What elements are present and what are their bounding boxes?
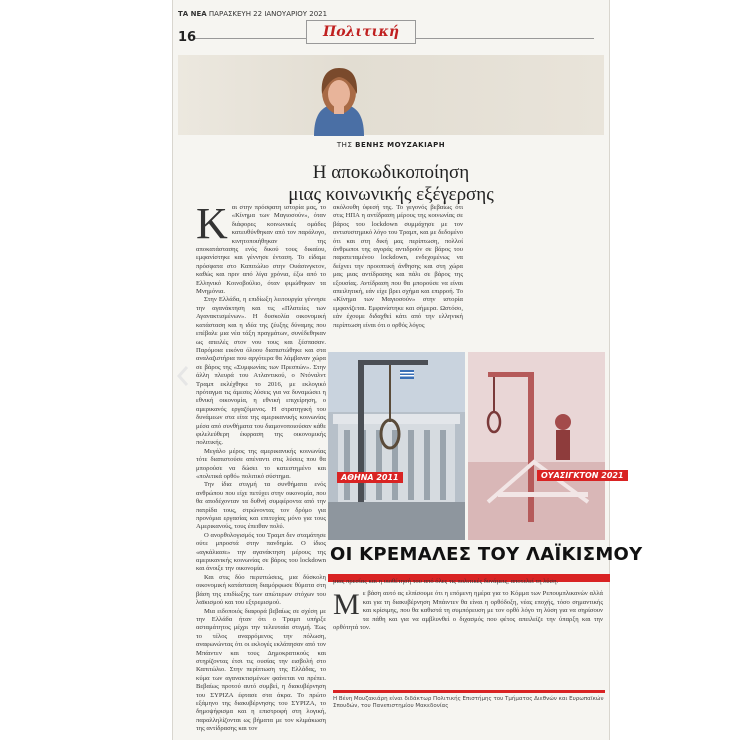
paragraph: Μια ειδοποιός διαφορά βεβαίως σε σχέση με την Ελλάδα ήταν ότι ο Τραμπ υπήρξε ασταμάτητος μέχρι την τελευταία στιγμή. Έως το τέλος αναρρόμενος την πόλωση, αναφωνώντας ότι οι εκλογές εκλάπησαν από τον Μπάιντεν και τους Δημοκρατικούς και στηρίζοντας έτσι τις ουσίας την εισβολή στο Καπιτώλιο. Στην περίπτωση της Ελλάδας, το κύμα των αγανακτισμένων φαίνεται να πρέπει. Βεβαίως προτού αυτό συμβεί, η διακυβέρνηση του ΣΥΡΙΖΑ έφτασε στα άκρα. Το πρώτο εξάμηνο της διακυβέρνησης του ΣΥΡΙΖΑ, το δημοψήφισμα και η επιστροφή στη λογική, παραλληλίζονται ως βήματα με τον κλιμάκωση της αντίδρασης και τον xyxy=(196,607,326,733)
caption-athens: ΑΘΗΝΑ 2011 xyxy=(337,472,403,483)
masthead xyxy=(178,10,598,18)
caption-washington: ΟΥΑΣΙΓΚΤΟΝ 2021 xyxy=(537,470,628,481)
author-photo-band xyxy=(178,55,604,135)
paragraph: Μεγάλο μέρος της αμερικανικής κοινωνίας τότε διαπιστούσε απέναντι στις λύσεις που θα μπορούσε να δώσει το κατεστημένο και «πολιτικά ορθό» πολιτικό σύστημα. xyxy=(196,447,326,480)
photo-athens-illustration xyxy=(328,352,465,540)
article-column-closing xyxy=(333,578,603,686)
article-column-2 xyxy=(333,204,463,350)
paragraph: ε βάση αυτό ας ελπίσουμε ότι η επόμενη ημέρα για το Κόμμα των Ρεπουμπλικανών αλλά και για τη διακυβέρνηση Μπάιντεν θα είναι η ορθόδοξη, νέας εποχής, τόσο σημαντικής και κρίσιμης, που θα καθιστά τη συμπόρευση με τον ορθό λόγο τη λύση για να σηρίσουν τα πάθη και για να αμβλυνθεί ο διχασμός που φέτος απειλείζε την ύπαρξη και την ορθότητά τον. xyxy=(333,590,603,632)
paragraph: Ο ανορθολογισμός του Τραμπ δεν σταμάτησε ούτε μπροστά στην πανδημία. Ο ίδιος «αγκάλιασε» την αγανάκτηση μέρους της αμερικανικής κοινωνίας σε βάρος του lockdown και άνοιξε την οικονομία. xyxy=(196,531,326,573)
paragraph: μιας πρεσίας και η υιοθέτησή του από όλες τις πολιτικές δυνάμεις, αποτελεί τη λύση. xyxy=(333,578,559,585)
paragraph: ακόλουθη ύφεσή της. Το γεγονός βεβαίως ότι στις ΗΠΑ η αντίδραση μέρους της κοινωνίας σε βάρος του lockdown συμμάχησε με τον αντισυστημικό λόγο του Τραμπ, και με δεδομένο ότι και στη δική μας περίπτωση, πολλοί άνθρωποι της αγοράς αντιδρούν σε βάρος του παρατεταμένου lockdown, ενδεχομένως να δείχνει την προοπτική άνθησης και στη χώρα μας μιας αντίδρασης και πάλι σε βάρος της εξουσίας. Αντίδραση που θα μπορούσε να είναι απειλητική, εάν είχε βρει σχήμα και επιρροή. Το «Κίνημα των Μαγιοσούν» στην ιστορία εμφανίζεται. Εμφανίστηκε και σήμερα. Ωστόσο, εάν έχουμε διδαχθεί κάτι από την ελληνική περίπτωση είναι ότι ο ορθός λόγος xyxy=(333,204,463,329)
byline-author: ΒΕΝΗΣ ΜΟΥΖΑΚΙΑΡΗ xyxy=(355,141,446,149)
photo-athens xyxy=(328,352,465,540)
drop-cap: Κ xyxy=(196,204,228,248)
headline-line-2: μιας κοινωνικής εξέγερσης xyxy=(288,184,494,205)
byline-prefix: ΤΗΣ xyxy=(336,141,353,149)
chevron-left-icon[interactable] xyxy=(176,365,190,387)
feature-title: ΟΙ ΚΡΕΜΑΛΕΣ ΤΟΥ ΛΑΪΚΙΣΜΟΥ xyxy=(330,544,643,565)
headline-line-1: Η αποκωδικοποίηση xyxy=(312,162,470,183)
article-headline xyxy=(178,162,604,206)
photo-washington-illustration xyxy=(468,352,605,540)
byline xyxy=(178,141,604,149)
paragraph: Την ίδια στιγμή τα συνθήματα ενός ανθρώπου που είχε πετύχει στην οικονομία, που θα αποδέχονταν τα δυθνή συμφέροντα από την πατρίδα τους, στρώνοντας τον δρόμο για προνόμια εργασίας και επιτυχίας μόνο για τους Αμερικανούς, τους έπειθαν πολύ. xyxy=(196,481,326,531)
author-footnote: Η Βένη Μουζακιάρη είναι διδάκτωρ Πολιτικής Επιστήμης του Τμήματος Διεθνών και Ευρωπαϊκών Σπουδών, του Πανεπιστημίου Μακεδονίας xyxy=(333,696,604,709)
section-label: Πολιτική xyxy=(306,20,416,44)
article-column-1 xyxy=(196,204,326,736)
drop-cap: Μ xyxy=(333,588,360,622)
author-portrait xyxy=(308,64,370,136)
paper-name: ΤΑ ΝΕΑ xyxy=(178,10,207,18)
paragraph: Και στις δύο περιπτώσεις, μια δύσκολη οικονομική κατάσταση διαμόρφωσε θύματα στη βάση της επιδίωξης των απώτερων στόχων του λαϊκισμού και του εξτρεμισμού. xyxy=(196,573,326,607)
footnote-rule xyxy=(333,690,605,693)
issue-date: ΠΑΡΑΣΚΕΥΗ 22 ΙΑΝΟΥΑΡΙΟΥ 2021 xyxy=(208,10,328,18)
page-number: 16 xyxy=(178,30,197,45)
paragraph: Στην Ελλάδα, η επιδίωξη λειτουργία γέννησε την αγανάκτηση και τις «Πλατείες των Αγανακτισμένων». Η δυσκολία οικονομική κατάσταση και η ιδέα της ζέυξης δύναμης που επέβαλε μια νέα τάξη πραγμάτων, συνέδεθηκαν ως απειλές στον νου τους και ξέσπασαν. Παρόμοια εικόνα όλοου διαπιστώθηκε και στα αναλαζιστήρια που αργότερα θα λάμβαναν χώρα σε βάρος της «Συμφωνίας των Πρεσπών». Στην άλλη πλευρά του Ατλαντικού, ο Ντόναλντ Τραμπ εκλέχθηκε το 2016, με εκλογικό πρόταγμα τις άμεσες λύσεις για να δυναμώσει η εθνική οικονομία, η εθνική επιχείρηση, ο αμερικανός εργαζόμενος. Η στρατηγική του δυνάμεων στα είτα της αμερικανικής κοινωνίας μέσα από συνθήματα του διαμονοποιούσαν κάθε φιλελεύθερη έκφραση της οικονομικής πολιτικής. xyxy=(196,296,326,447)
paragraph: αι στην πρόσφατη ιστορία μας, το «Κίνημα των Μαγιοσούν», όταν διάφορες κοινωνικές ομάδες κατευθύνθηκαν από τον παράλογο, κινητοποιήθηκαν της αποκατάστασης ενός δικού τους δικαίου, εμφανίστηκε και γέννησε ένταση. Το είδαμε πρόσφατα στο Καπιτώλιο στην Ουάσινγκτον, καθώς και πριν από λίγα χρόνια, έξω από το Ελληνικό Κοινοβούλιο, όταν φιμώθηκαν τα Μνημόνια. xyxy=(196,204,326,296)
photo-washington xyxy=(468,352,605,540)
